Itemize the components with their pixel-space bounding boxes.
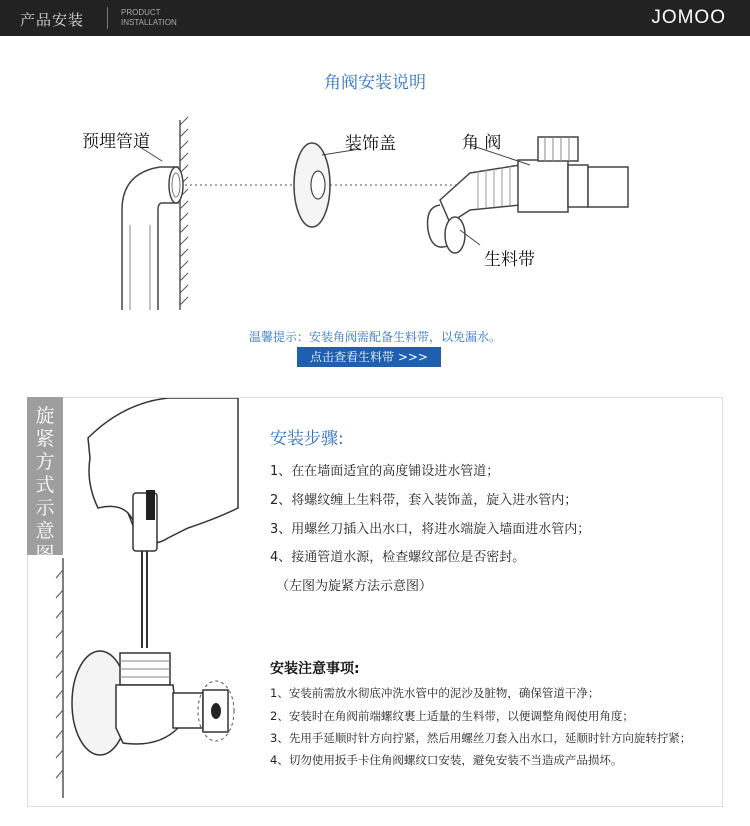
tip-text: 温馨提示：安装角阀需配备生料带，以免漏水。 <box>248 330 501 344</box>
note-item: 2、安装时在角阀前端螺纹裹上适量的生料带，以便调整角阀使用角度； <box>270 709 634 723</box>
header-divider <box>107 7 108 29</box>
label-pipe: 预埋管道 <box>82 132 150 152</box>
steps-title: 安装步骤: <box>270 429 344 449</box>
note-item: 1、安装前需放水彻底冲洗水管中的泥沙及脏物，确保管道干净； <box>270 686 600 700</box>
step-item: 2、将螺纹缠上生料带，套入装饰盖，旋入进水管内； <box>270 493 578 508</box>
tightening-illustration <box>28 398 243 806</box>
step-item: 4、接通管道水源，检查螺纹部位是否密封。 <box>270 550 526 565</box>
step-item: 3、用螺丝刀插入出水口，将进水端旋入墙面进水管内； <box>270 522 591 537</box>
page-header <box>0 0 750 36</box>
step-item: 1、在在墙面适宜的高度铺设进水管道； <box>270 464 500 479</box>
notes-title: 安装注意事项: <box>270 661 360 677</box>
step-caption: （左图为旋紧方法示意图） <box>276 579 433 594</box>
note-item: 3、先用手延顺时针方向拧紧，然后用螺丝刀套入出水口，延顺时针方向旋转拧紧； <box>270 731 692 745</box>
label-valve: 角 阀 <box>462 133 502 153</box>
section-title: 产品安装 <box>20 11 85 29</box>
brand-logo: JOMOO <box>651 7 726 28</box>
label-cover: 装饰盖 <box>345 134 396 154</box>
view-tape-button[interactable]: 点击查看生料带 >>> <box>297 347 441 367</box>
section-subtitle: PRODUCT INSTALLATION <box>121 8 177 27</box>
note-item: 4、切勿使用扳手卡住角阀螺纹口安装，避免安装不当造成产品损坏。 <box>270 753 623 767</box>
diagram-title: 角阀安装说明 <box>324 73 426 93</box>
label-tape: 生料带 <box>484 250 535 270</box>
side-tab: 旋 紧 方 式 示 意 图 <box>27 397 63 555</box>
